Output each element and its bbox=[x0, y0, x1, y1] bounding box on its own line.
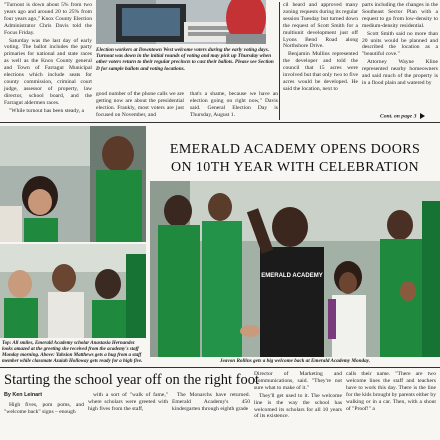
story-column-5 bbox=[346, 371, 436, 413]
election-photo-caption: Election workers at Downtown West welcome voters during the early voting days. Turnout was down in the initial rounds of voting and may pick up Thursday when other voters return to their regular precincts to cast their ballots. Please see Section D for sample ballots and voting locations. bbox=[96, 47, 274, 72]
top-left-photo-image bbox=[0, 126, 146, 242]
feature-headline bbox=[150, 143, 440, 175]
left-photos-caption: Top: All smiles, Emerald Academy scholar Anastasia Hernandez looks amazed at the greeting she received from the academy's staff Monday morning. Above: Yahsion Matthews gets a hug from a staff member while classmate Azaiah Holloway gets ready for a high five. bbox=[2, 341, 143, 364]
paragraph: Director of Marketing and Communications, said. "They're not sure what to make of it." bbox=[254, 371, 342, 391]
paragraph: High fives, pom poms, and "welcome back" signs – enough bbox=[4, 402, 84, 415]
paragraph: The Monarchs have returned. Emerald Academy's 450 kindergarten through eighth grade bbox=[172, 392, 250, 412]
headline-line-1: EMERALD ACADEMY OPENS DOORS bbox=[169, 142, 421, 157]
paragraph: cil heard and approved many zoning requests during its regular session Tuesday but turned down the request of Scott Smith for a multiunit development just off Lyons Bend Road along Northshore Drive. bbox=[283, 2, 358, 50]
bottom-left-photo-image bbox=[0, 244, 146, 338]
continued-on-link[interactable] bbox=[380, 113, 425, 119]
main-feature-photo-image bbox=[150, 181, 440, 357]
headline-line-2: ON 10TH YEAR WITH CELEBRATION bbox=[170, 159, 420, 175]
paragraph: good number of the phone calls we are getting now are about the presidential election. Frankly, most voters are just focused on November, and bbox=[96, 91, 184, 118]
paragraph: parts including the changes in the Southeast Sector Plan with a request to go from low-density to medium-density residential. bbox=[362, 2, 438, 29]
story-column-1 bbox=[4, 402, 84, 417]
paragraph: They'll get used to it. The welcome line is the way the school has welcomed its scholars for all 10 years of its existence. bbox=[254, 392, 342, 420]
paragraph: "While turnout has been steady, a bbox=[9, 107, 84, 114]
paragraph: "Turnout is down about 5% from two years ago and around 20 to 25% from four years ago," Knox County Election Administrator Chris Davis told the Focus Friday. bbox=[4, 2, 92, 36]
paragraph: with a sort of "walk of fame," where scholars were greeted with high fives from the staff, bbox=[88, 392, 168, 412]
main-feature-photo bbox=[150, 181, 440, 357]
continued-label: Cont. on page 3 bbox=[380, 113, 417, 120]
election-photo bbox=[96, 0, 266, 44]
section-divider bbox=[0, 122, 440, 123]
main-photo-caption: Jeavon Rollins gets a big welcome back at Emerald Academy Monday. bbox=[219, 358, 371, 364]
article-column-3 bbox=[190, 91, 278, 120]
byline: By Ken Leinart bbox=[4, 392, 43, 398]
section-divider-2 bbox=[0, 367, 440, 368]
paragraph: calls their name. "There are two welcome lines the staff and teachers have to work this day. There is the line for the kids brought by parents either by walking or in a car. Then, with a shout of "Proof!" a bbox=[346, 371, 436, 412]
article-column-1 bbox=[4, 2, 92, 116]
shirt-text: EMERALD ACADEMY bbox=[261, 273, 323, 279]
paragraph: Scott Smith said no more than 20 units would be planned and described the location as a "beautiful cove." bbox=[362, 30, 438, 58]
story-column-2 bbox=[88, 392, 168, 414]
article-column-5 bbox=[362, 2, 438, 88]
story-column-4 bbox=[254, 371, 342, 421]
paragraph: Attorney Wayne Kline represented nearby homeowners and said much of the property is in a flood plain and watered by bbox=[362, 59, 438, 86]
paragraph: Benjamin Mullins represented the developer and told the council that 15 acres were involved but that only two to five acres would be developed. He said the location, next to bbox=[283, 51, 358, 92]
article-column-4 bbox=[283, 2, 358, 94]
arrow-icon bbox=[420, 113, 425, 119]
election-photo-image bbox=[96, 0, 266, 44]
paragraph: that's a shame, because we have an election going on right now," Davis said. General Election Day is Thursday, August 1. bbox=[190, 91, 278, 118]
bottom-left-photo bbox=[0, 244, 146, 338]
story-headline: Starting the school year off on the right foot bbox=[4, 372, 260, 388]
column-divider bbox=[279, 2, 280, 120]
top-left-photo bbox=[0, 126, 146, 242]
paragraph: Saturday was the last day of early voting. The ballot includes the party primaries for national and state races as well as the Knox County general and Town of Farragut Municipal elections which include seats for county commission, criminal court judge, assessor of property, law director, school board, and the Farragut aldermen races. bbox=[4, 37, 92, 106]
story-column-3 bbox=[172, 392, 250, 414]
article-column-2 bbox=[96, 91, 184, 120]
